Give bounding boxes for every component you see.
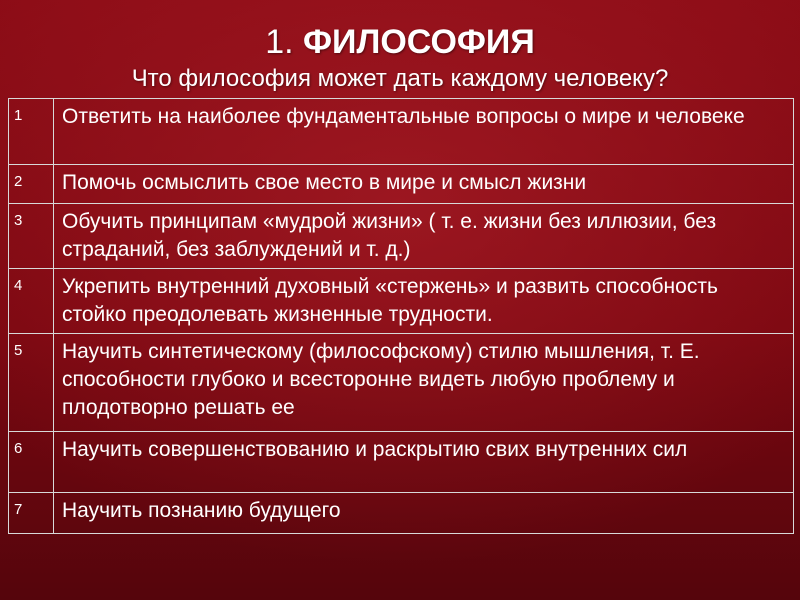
row-text: Научить синтетическому (философскому) стилю мышления, т. Е. способности глубоко и всесторонне видеть любую проблему и плодотворно решать ее — [54, 334, 794, 432]
table-row — [9, 165, 794, 204]
row-text: Обучить принципам «мудрой жизни» ( т. е. жизни без иллюзии, без страданий, без заблуждений и т. д.) — [54, 204, 794, 269]
row-text: Научить познанию будущего — [54, 493, 794, 534]
table-row — [9, 432, 794, 493]
title-number: 1. — [265, 23, 294, 61]
row-number: 5 — [9, 334, 54, 432]
table-row — [9, 493, 794, 534]
row-text: Помочь осмыслить свое место в мире и смысл жизни — [54, 165, 794, 204]
table-row — [9, 334, 794, 432]
table-row — [9, 99, 794, 165]
row-number: 4 — [9, 269, 54, 334]
table-row — [9, 204, 794, 269]
row-text: Научить совершенствованию и раскрытию свих внутренних сил — [54, 432, 794, 493]
row-number: 6 — [9, 432, 54, 493]
table-row — [9, 269, 794, 334]
items-table — [8, 98, 794, 534]
row-number: 7 — [9, 493, 54, 534]
row-number: 1 — [9, 99, 54, 165]
row-number: 2 — [9, 165, 54, 204]
title-word: ФИЛОСОФИЯ — [303, 23, 535, 61]
row-number: 3 — [9, 204, 54, 269]
row-text: Ответить на наиболее фундаментальные вопросы о мире и человеке — [54, 99, 794, 165]
slide-subtitle: Что философия может дать каждому человеку? — [131, 65, 669, 92]
slide-title — [0, 22, 800, 62]
row-text: Укрепить внутренний духовный «стержень» и развить способность стойко преодолевать жизненные трудности. — [54, 269, 794, 334]
